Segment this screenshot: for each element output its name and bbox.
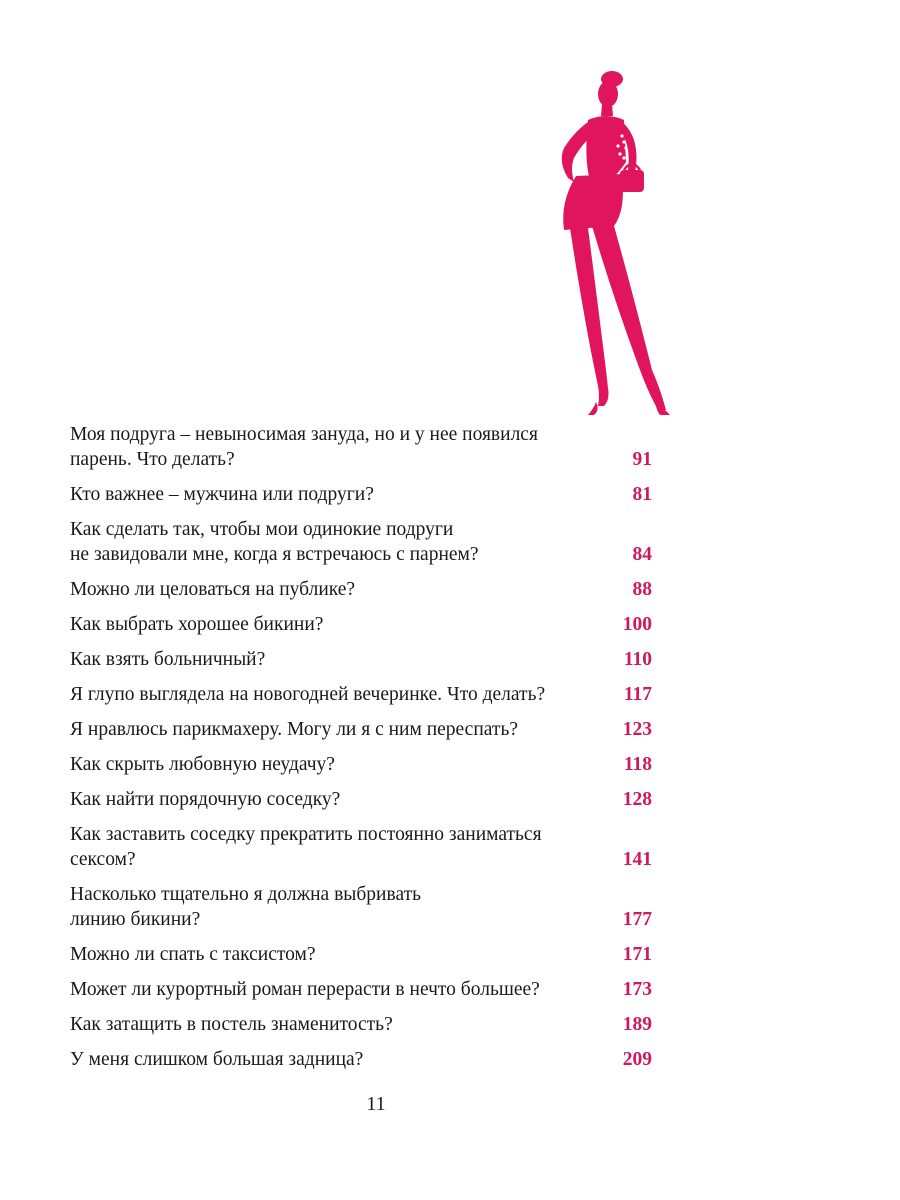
toc-entry-title-line: Как взять больничный?: [70, 649, 266, 670]
toc-entry: [70, 577, 652, 602]
toc-entry-page-number: 100: [622, 614, 652, 635]
toc-entry: [70, 482, 652, 507]
toc-entry: [70, 752, 652, 777]
toc-entry-page-number: 91: [632, 449, 652, 470]
toc-entry-title-line: сексом?: [70, 849, 136, 870]
toc-entry-page-number: 128: [622, 789, 652, 810]
toc-entry-title: [70, 822, 612, 872]
toc-entry-page-number: 88: [632, 579, 652, 600]
toc-entry-page-number: 84: [632, 544, 652, 565]
toc-entry-title-line: Я нравлюсь парикмахеру. Могу ли я с ним переспать?: [70, 719, 518, 740]
toc-entry-title: [70, 1047, 612, 1072]
toc-entry: [70, 882, 652, 932]
toc-entry-title: [70, 717, 612, 742]
toc-entry-title: [70, 787, 612, 812]
toc-entry-title-line: Как найти порядочную соседку?: [70, 789, 341, 810]
toc-entry: [70, 717, 652, 742]
toc-entry-title: [70, 577, 612, 602]
toc-entry-page-number: 173: [622, 979, 652, 1000]
toc-entry: [70, 682, 652, 707]
toc-entry-title: [70, 882, 612, 932]
toc-entry-page-number: 110: [623, 649, 652, 670]
toc-entry-page-number: 81: [632, 484, 652, 505]
toc-entry-title: [70, 612, 612, 637]
toc-entry-title-line: Может ли курортный роман перерасти в нечто большее?: [70, 979, 540, 1000]
toc-entry: [70, 942, 652, 967]
toc-entry-page-number: 118: [623, 754, 652, 775]
toc-entry-page-number: 123: [622, 719, 652, 740]
toc-entry-title-line: Можно ли целоваться на публике?: [70, 579, 356, 600]
toc-entry: [70, 422, 652, 472]
toc-entry-title: [70, 1012, 612, 1037]
toc-entry-title-line: Моя подруга – невыносимая зануда, но и у нее появился: [70, 424, 538, 445]
toc-entry-title: [70, 422, 612, 472]
toc-entry-page-number: 117: [623, 684, 652, 705]
toc-entry-title: [70, 977, 612, 1002]
toc-entry-page-number: 171: [622, 944, 652, 965]
toc-entry: [70, 1012, 652, 1037]
toc-entry-page-number: 189: [622, 1014, 652, 1035]
toc-entry-title-line: У меня слишком большая задница?: [70, 1049, 364, 1070]
toc-entry: [70, 787, 652, 812]
toc-entry: [70, 612, 652, 637]
toc-entry-title-line: Как заставить соседку прекратить постоянно заниматься: [70, 824, 542, 845]
toc-entry-title: [70, 752, 612, 777]
toc-entry-title-line: Как сделать так, чтобы мои одинокие подруги: [70, 519, 454, 540]
toc-entry-title-line: Как выбрать хорошее бикини?: [70, 614, 324, 635]
toc-entry-title-line: Кто важнее – мужчина или подруги?: [70, 484, 374, 505]
toc-entry-title-line: Можно ли спать с таксистом?: [70, 944, 316, 965]
toc-entry: [70, 822, 652, 872]
toc-entry-title-line: Как скрыть любовную неудачу?: [70, 754, 335, 775]
toc-entry-page-number: 209: [622, 1049, 652, 1070]
table-of-contents: [70, 422, 652, 1082]
toc-entry-page-number: 177: [622, 909, 652, 930]
toc-entry: [70, 647, 652, 672]
toc-entry-page-number: 141: [622, 849, 652, 870]
toc-entry-title: [70, 482, 612, 507]
toc-entry-title: [70, 682, 612, 707]
toc-entry: [70, 517, 652, 567]
toc-entry-title: [70, 942, 612, 967]
toc-entry-title-line: не завидовали мне, когда я встречаюсь с парнем?: [70, 544, 479, 565]
toc-entry-title-line: Я глупо выглядела на новогодней вечеринке. Что делать?: [70, 684, 546, 705]
woman-silhouette-icon: [540, 70, 680, 415]
toc-entry: [70, 1047, 652, 1072]
toc-entry-title: [70, 517, 612, 567]
toc-entry: [70, 977, 652, 1002]
toc-entry-title-line: линию бикини?: [70, 909, 201, 930]
toc-entry-title-line: Как затащить в постель знаменитость?: [70, 1014, 393, 1035]
toc-entry-title-line: Насколько тщательно я должна выбривать: [70, 884, 422, 905]
toc-entry-title-line: парень. Что делать?: [70, 449, 235, 470]
toc-entry-title: [70, 647, 612, 672]
page-number: 11: [366, 1093, 386, 1115]
